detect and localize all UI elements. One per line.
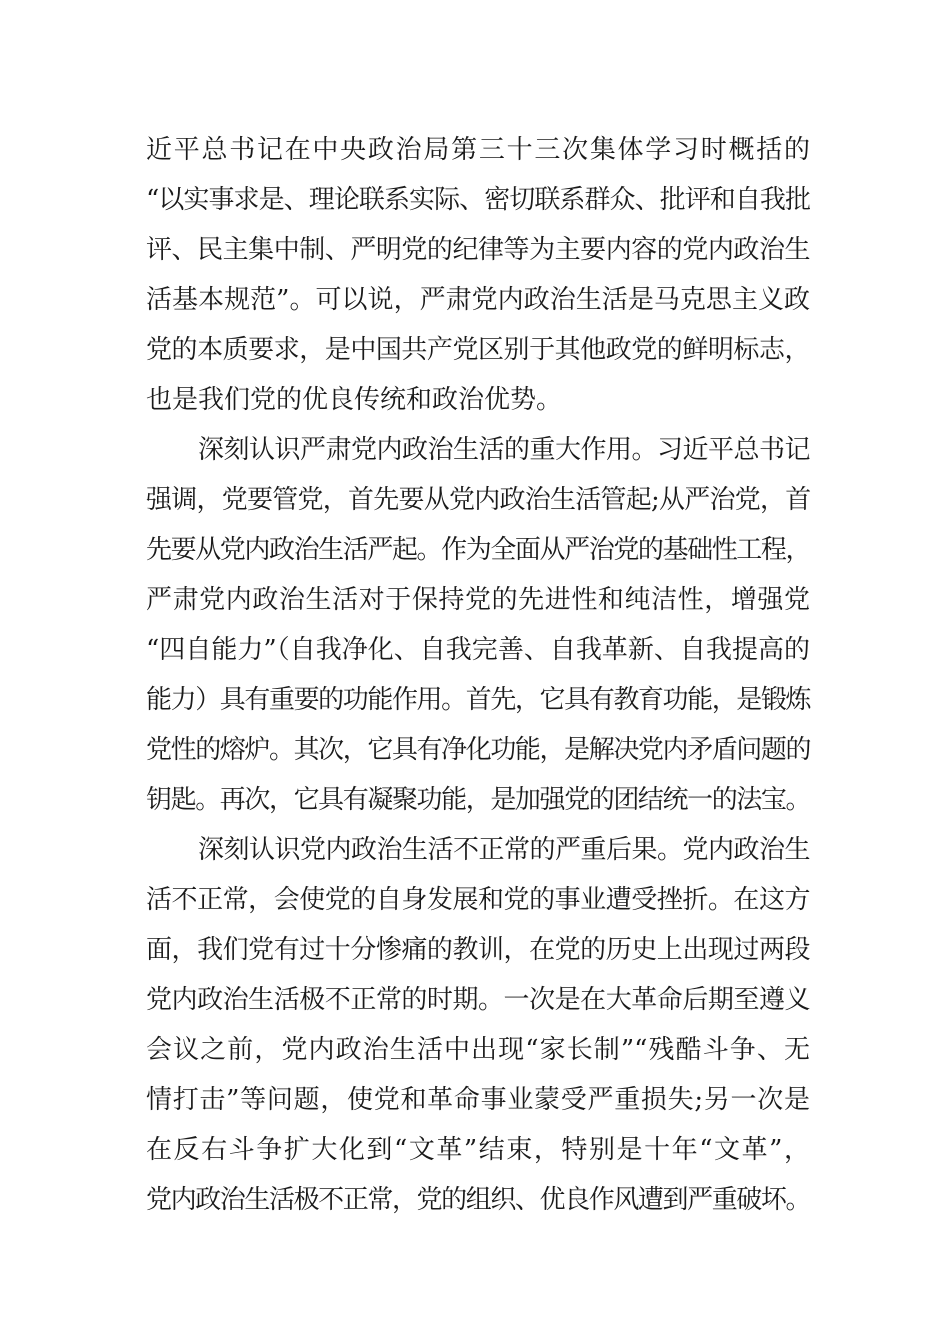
text-line-10: 严肃党内政治生活对于保持党的先进性和纯洁性，增强党 (146, 585, 810, 615)
text-line-6: 也是我们党的优良传统和政治优势。 (146, 385, 563, 415)
text-line-20: 情打击”等问题，使党和革命事业蒙受严重损失;另一次是 (146, 1085, 810, 1115)
text-line-12: 能力）具有重要的功能作用。首先，它具有教育功能，是锻炼 (146, 685, 810, 715)
text-line-14: 钥匙。再次，它具有凝聚功能，是加强党的团结统一的法宝。 (146, 785, 810, 815)
text-line-19: 会议之前，党内政治生活中出现“家长制”“残酷斗争、无 (146, 1035, 810, 1065)
text-line-11: “四自能力”（自我净化、自我完善、自我革新、自我提高的 (146, 635, 810, 665)
text-line-1: 近平总书记在中央政治局第三十三次集体学习时概括的 (146, 135, 810, 165)
paragraph-heading-line: 深刻认识党内政治生活不正常的严重后果。党内政治生 (198, 835, 811, 865)
text-line-22: 党内政治生活极不正常，党的组织、优良作风遭到严重破坏。 (146, 1185, 810, 1215)
text-line-18: 党内政治生活极不正常的时期。一次是在大革命后期至遵义 (146, 985, 810, 1015)
text-line-3: 评、民主集中制、严明党的纪律等为主要内容的党内政治生 (146, 235, 810, 265)
text-line-16: 活不正常，会使党的自身发展和党的事业遭受挫折。在这方 (146, 885, 810, 915)
text-line-5: 党的本质要求，是中国共产党区别于其他政党的鲜明标志， (146, 335, 810, 365)
text-line-9: 先要从党内政治生活严起。作为全面从严治党的基础性工程， (146, 535, 810, 565)
text-line-4: 活基本规范”。可以说，严肃党内政治生活是马克思主义政 (146, 285, 810, 315)
text-line-17: 面，我们党有过十分惨痛的教训，在党的历史上出现过两段 (146, 935, 810, 965)
text-line-13: 党性的熔炉。其次，它具有净化功能，是解决党内矛盾问题的 (146, 735, 810, 765)
text-line-2: “以实事求是、理论联系实际、密切联系群众、批评和自我批 (146, 185, 810, 215)
text-line-8: 强调，党要管党，首先要从党内政治生活管起;从严治党，首 (146, 485, 811, 515)
text-line-21: 在反右斗争扩大化到“文革”结束，特别是十年“文革”， (146, 1135, 810, 1165)
paragraph-heading-line: 深刻认识严肃党内政治生活的重大作用。习近平总书记 (198, 435, 811, 465)
